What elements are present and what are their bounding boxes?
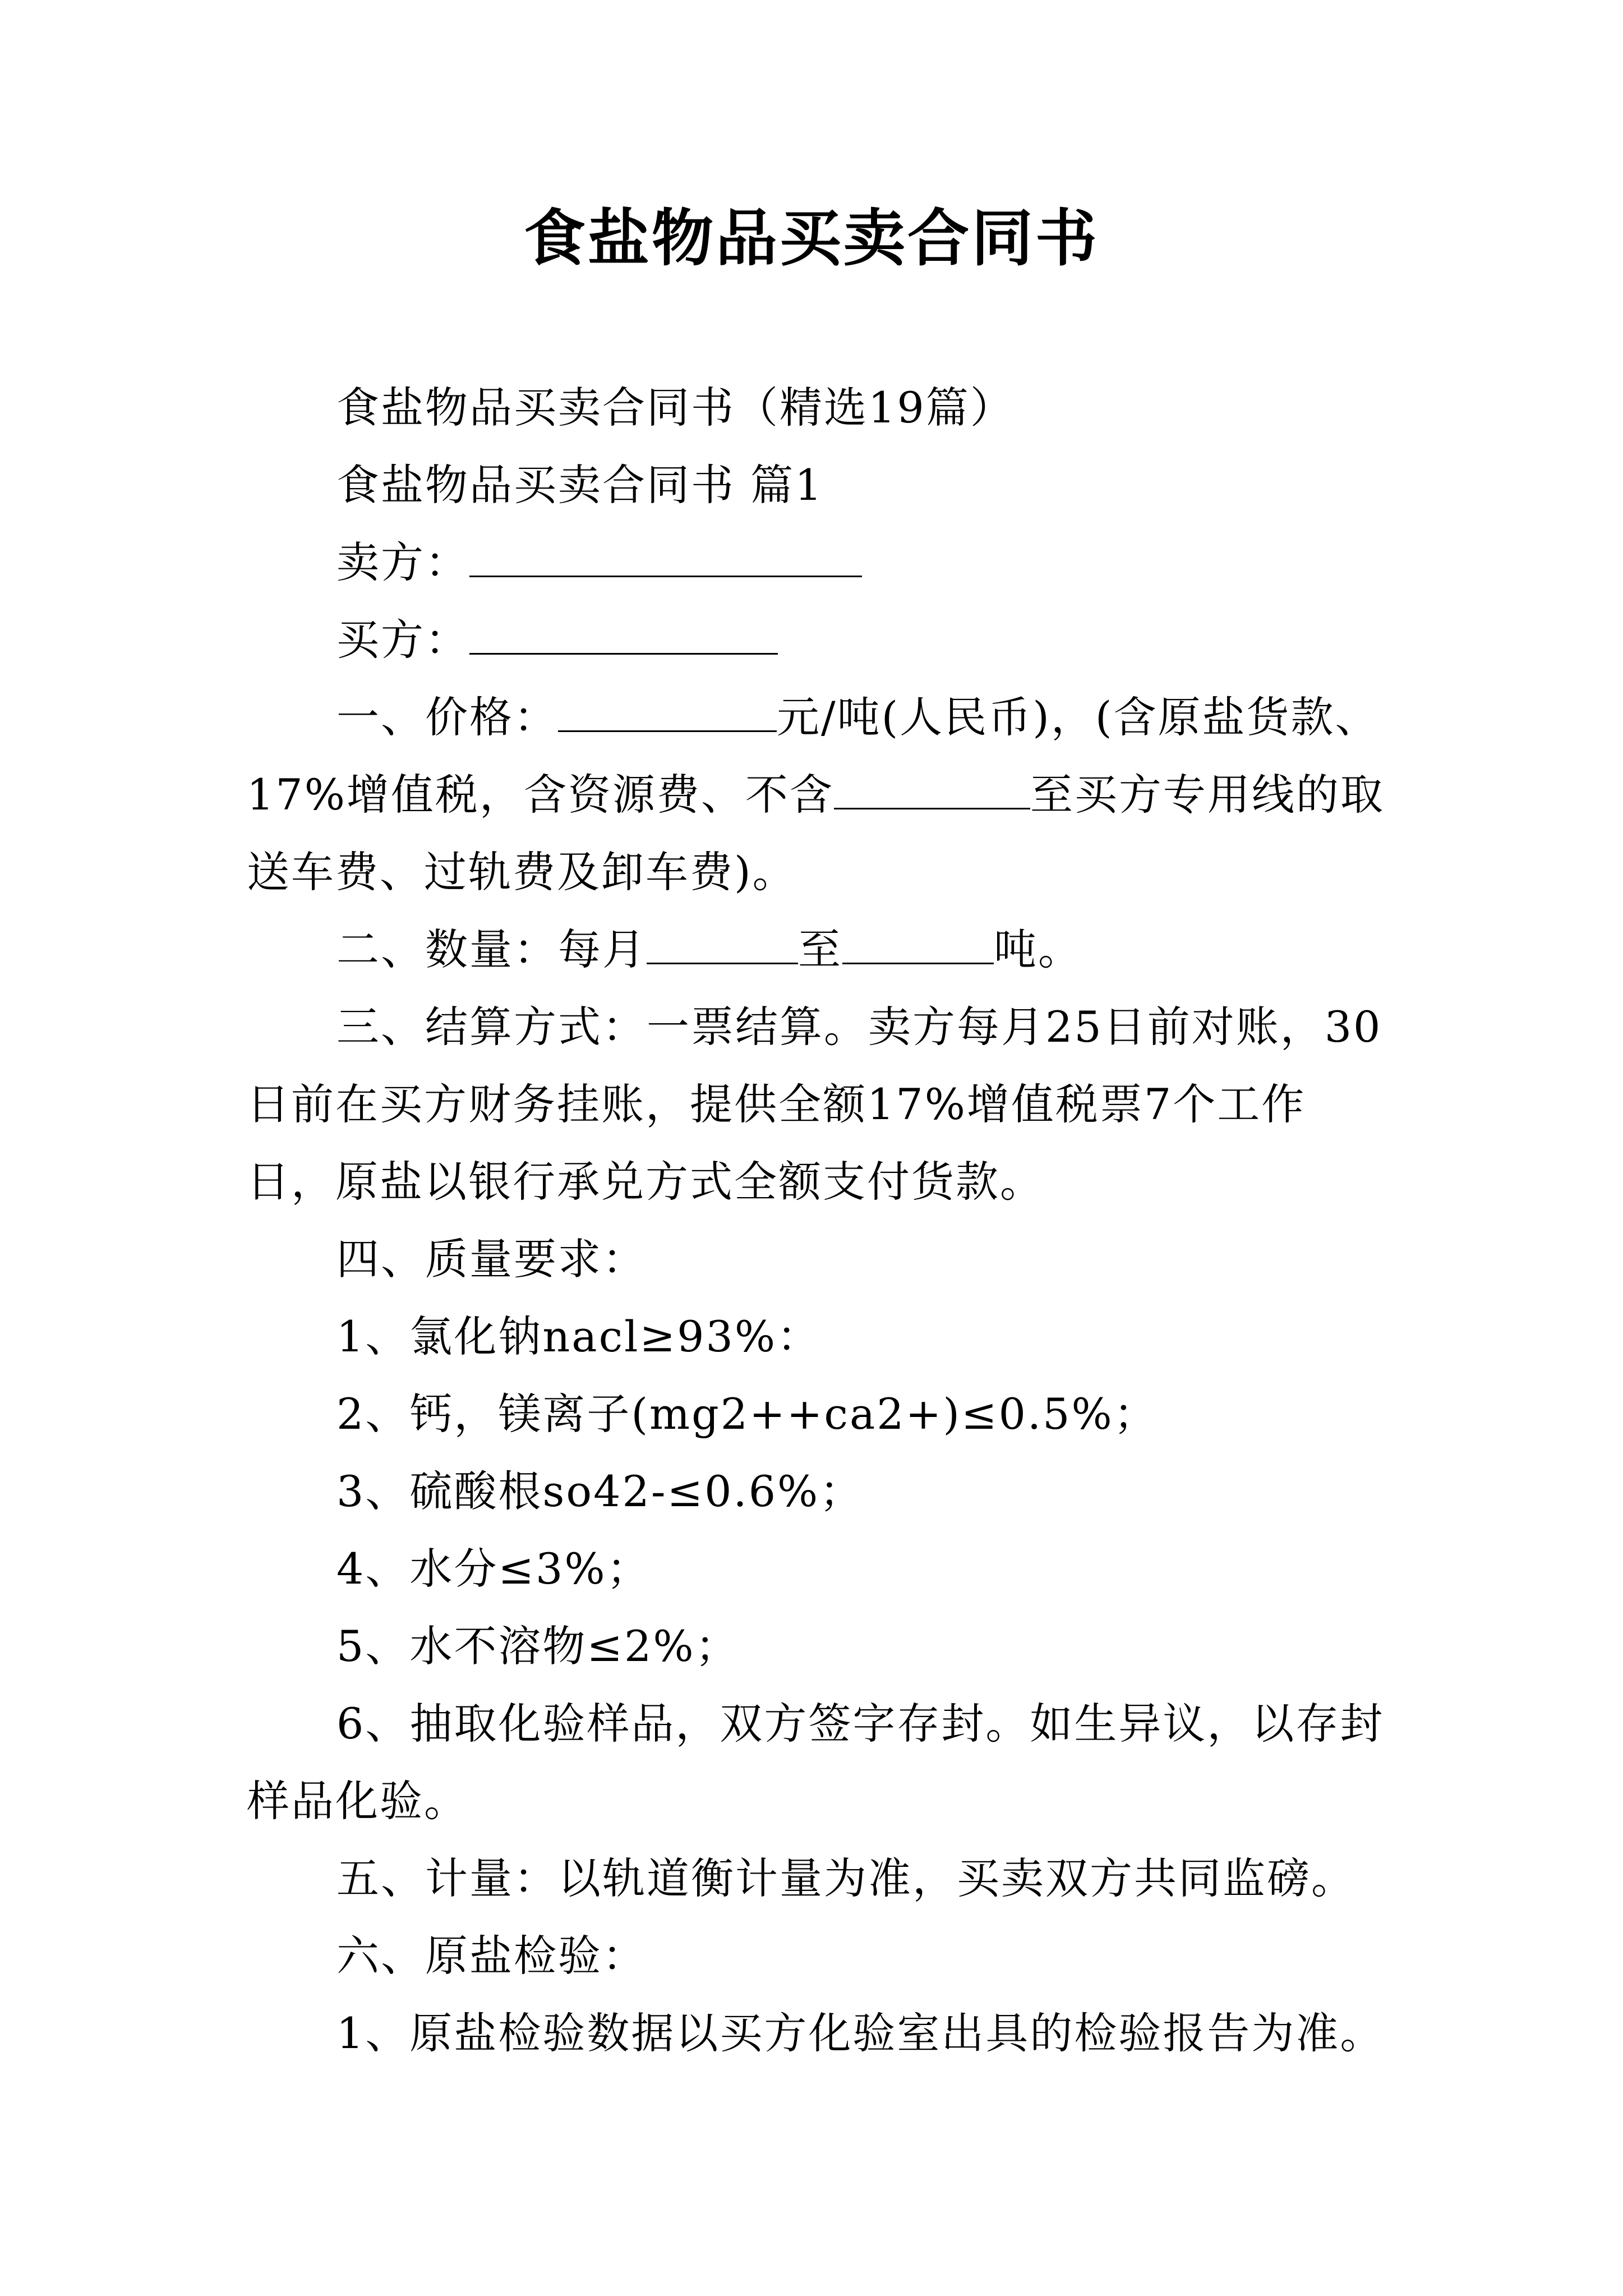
price-tail: 至买方专用线的取送车费、过轨费及卸车费)。: [247, 770, 1385, 897]
inspection-item-1: 1、原盐检验数据以买方化验室出具的检验报告为准。: [336, 2008, 1385, 2058]
seller-label: 卖方：: [336, 537, 469, 587]
buyer-line: [247, 601, 1385, 679]
quality-item-4: 4、水分≤3%；: [336, 1544, 651, 1594]
section-heading: 食盐物品买卖合同书 篇1: [336, 460, 824, 510]
quality-item-2: 2、钙，镁离子(mg2++ca2+)≤0.5%；: [336, 1389, 1158, 1439]
buyer-label: 买方：: [336, 615, 469, 665]
buyer-blank: [469, 613, 778, 655]
quality-item-3: 3、硫酸根so42-≤0.6%；: [336, 1466, 864, 1516]
price-clause: [247, 679, 1385, 911]
subtitle: 食盐物品买卖合同书（精选19篇）: [336, 383, 1015, 432]
quality-item-6: 6、抽取化验样品，双方签字存封。如生异议，以存封样品化验。: [247, 1699, 1385, 1826]
quality-item-5: 5、水不溶物≤2%；: [336, 1621, 740, 1671]
price-blank: [558, 690, 777, 732]
quality-item-1: 1、氯化钠nacl≥93%：: [336, 1312, 822, 1361]
document-title: 食盐物品买卖合同书: [524, 203, 1099, 274]
price-unit: 元/吨(人民币)，(含原盐货款、17%增值税，含资源费、不含: [247, 692, 1380, 820]
quantity-label: 二、数量：: [336, 924, 558, 974]
seller-line: [247, 524, 1385, 601]
quantity-clause: [247, 911, 1385, 988]
quality-heading: 四、质量要求：: [336, 1234, 647, 1284]
quantity-to: 至: [798, 924, 842, 974]
quantity-unit: 吨。: [994, 924, 1082, 974]
metering-clause: 五、计量：以轨道衡计量为准，买卖双方共同监磅。: [336, 1853, 1355, 1903]
seller-blank: [469, 535, 862, 577]
inspection-heading: 六、原盐检验：: [336, 1931, 647, 1981]
location-blank: [834, 767, 1030, 809]
quantity-mid: 每月: [558, 924, 647, 974]
quantity-min-blank: [647, 922, 798, 964]
quantity-max-blank: [842, 922, 994, 964]
document-body: [247, 369, 1385, 2072]
settlement-clause: 三、结算方式：一票结算。卖方每月25日前对账，30日前在买方财务挂账，提供全额17%增值税票7个工作日，原盐以银行承兑方式全额支付货款。: [247, 1002, 1382, 1207]
price-label: 一、价格：: [336, 692, 558, 742]
